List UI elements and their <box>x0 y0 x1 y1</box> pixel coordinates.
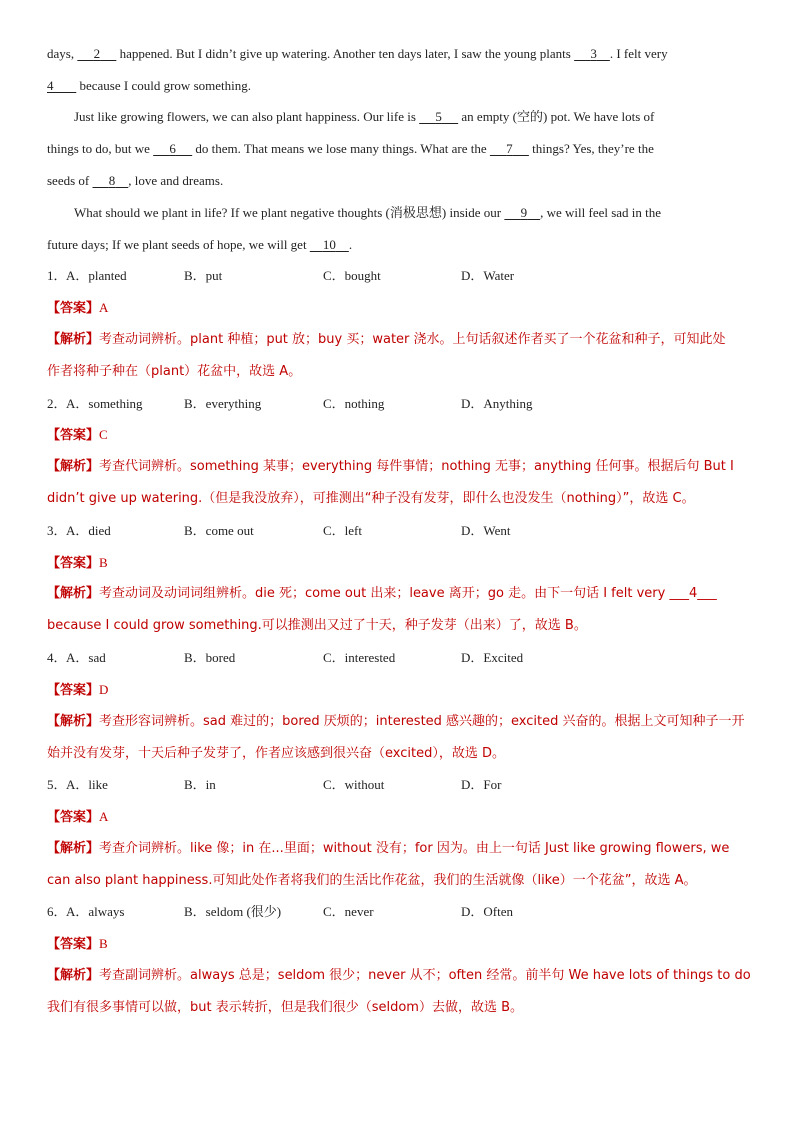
option-b: B．bored <box>184 650 236 665</box>
answer-label: 【答案】 <box>47 683 100 698</box>
question-2-answer <box>47 425 754 446</box>
passage-line-4: things to do, but we 6 do them. That means we lose many things. What are the 7 things? Yes, they’re the <box>47 139 754 159</box>
option-c: C．nothing <box>323 396 385 411</box>
blank-8: 8 <box>108 173 116 188</box>
analysis-label: 【解析】 <box>47 586 100 601</box>
question-5-analysis-line-2: can also plant happiness.可知此处作者将我们的生活比作花盆，我们的生活就像（like）一个花盆”，故选 A。 <box>47 873 697 888</box>
option-d: D．Often <box>461 904 513 919</box>
answer-label: 【答案】 <box>47 556 100 571</box>
blank-5: 5 <box>435 109 442 124</box>
question-3-analysis-line-1: 【解析】考查动词及动词词组辨析。die 死；come out 出来；leave 离开；go 走。由下一句话 I felt very ___4___ <box>47 586 717 601</box>
blank-6: 6 <box>169 141 176 156</box>
option-b: B．in <box>184 777 216 792</box>
analysis-label: 【解析】 <box>47 841 100 856</box>
question-3-answer <box>47 553 754 574</box>
option-b: B．come out <box>184 523 254 538</box>
blank-7: 7 <box>506 141 513 156</box>
answer-value: A <box>99 809 109 824</box>
question-number: 4． <box>47 650 67 665</box>
passage-line-3: Just like growing flowers, we can also plant happiness. Our life is 5 an empty (空的) pot. We have lots of <box>74 107 754 127</box>
option-a: A．like <box>66 777 108 792</box>
question-1-analysis-line-1: 【解析】考查动词辨析。plant 种植；put 放；buy 买；water 浇水。上句话叙述作者买了一个花盆和种子，可知此处 <box>47 332 726 347</box>
question-2-analysis-line-2: didn’t give up watering.（但是我没放弃），可推测出“种子没有发芽，即什么也没发生（nothing）”，故选 C。 <box>47 491 695 506</box>
passage-line-1: days, 2 happened. But I didn’t give up watering. Another ten days later, I saw the young plants 3 . I felt very <box>47 44 754 64</box>
blank-2: 2 <box>93 46 101 61</box>
option-d: D．Anything <box>461 396 533 411</box>
answer-label: 【答案】 <box>47 301 100 316</box>
analysis-label: 【解析】 <box>47 459 100 474</box>
question-number: 5． <box>47 777 67 792</box>
option-a: A．died <box>66 523 111 538</box>
analysis-label: 【解析】 <box>47 968 100 983</box>
question-number: 3． <box>47 523 67 538</box>
answer-value: D <box>99 682 109 697</box>
passage-line-2: 4 because I could grow something. <box>47 76 754 96</box>
option-d: D．Went <box>461 523 511 538</box>
option-a: A．always <box>66 904 125 919</box>
option-c: C．never <box>323 904 374 919</box>
question-6-answer <box>47 934 754 955</box>
passage-line-6: What should we plant in life? If we plant negative thoughts (消极思想) inside our 9 , we will feel sad in the <box>74 203 754 223</box>
answer-label: 【答案】 <box>47 810 100 825</box>
option-a: A．something <box>66 396 143 411</box>
option-b: B．seldom (很少) <box>184 904 282 919</box>
blank-3: 3 <box>590 46 597 61</box>
answer-label: 【答案】 <box>47 428 100 443</box>
analysis-label: 【解析】 <box>47 714 100 729</box>
question-number: 2． <box>47 396 67 411</box>
question-4-analysis-line-2: 始并没有发芽，十天后种子发芽了，作者应该感到很兴奋（excited），故选 D。 <box>47 746 505 761</box>
option-d: D．For <box>461 777 502 792</box>
analysis-label: 【解析】 <box>47 332 100 347</box>
passage-line-5: seeds of 8 , love and dreams. <box>47 171 754 191</box>
option-a: A．planted <box>66 268 127 283</box>
question-4-answer <box>47 680 754 701</box>
answer-value: B <box>99 936 108 951</box>
question-number: 1． <box>47 268 67 283</box>
answer-label: 【答案】 <box>47 937 100 952</box>
answer-value: B <box>99 555 108 570</box>
question-6-analysis-line-2: 我们有很多事情可以做，but 表示转折，但是我们很少（seldom）去做，故选 B。 <box>47 1000 524 1015</box>
question-6-analysis-line-1: 【解析】考查副词辨析。always 总是；seldom 很少；never 从不；often 经常。前半句 We have lots of things to do <box>47 968 751 983</box>
option-c: C．bought <box>323 268 381 283</box>
option-b: B．put <box>184 268 223 283</box>
blank-4: 4 <box>47 78 54 93</box>
blank-10: 10 <box>322 237 336 252</box>
question-2-analysis-line-1: 【解析】考查代词辨析。something 某事；everything 每件事情；nothing 无事；anything 任何事。根据后句 But I <box>47 459 734 474</box>
question-1-answer <box>47 298 754 319</box>
blank-9: 9 <box>520 205 528 220</box>
option-a: A．sad <box>66 650 106 665</box>
option-c: C．interested <box>323 650 396 665</box>
question-1-analysis-line-2: 作者将种子种在（plant）花盆中，故选 A。 <box>47 364 302 379</box>
option-d: D．Water <box>461 268 515 283</box>
option-b: B．everything <box>184 396 262 411</box>
question-3-analysis-line-2: because I could grow something.可以推测出又过了十天，种子发芽（出来）了，故选 B。 <box>47 618 587 633</box>
passage-line-7: future days; If we plant seeds of hope, we will get 10 . <box>47 235 754 255</box>
question-number: 6． <box>47 904 67 919</box>
option-d: D．Excited <box>461 650 524 665</box>
option-c: C．left <box>323 523 362 538</box>
answer-value: A <box>99 300 109 315</box>
option-c: C．without <box>323 777 385 792</box>
question-4-analysis-line-1: 【解析】考查形容词辨析。sad 难过的；bored 厌烦的；interested 感兴趣的；excited 兴奋的。根据上文可知种子一开 <box>47 714 745 729</box>
answer-value: C <box>99 427 108 442</box>
question-5-answer <box>47 807 754 828</box>
question-5-analysis-line-1: 【解析】考查介词辨析。like 像；in 在...里面；without 没有；for 因为。由上一句话 Just like growing flowers, we <box>47 841 730 856</box>
